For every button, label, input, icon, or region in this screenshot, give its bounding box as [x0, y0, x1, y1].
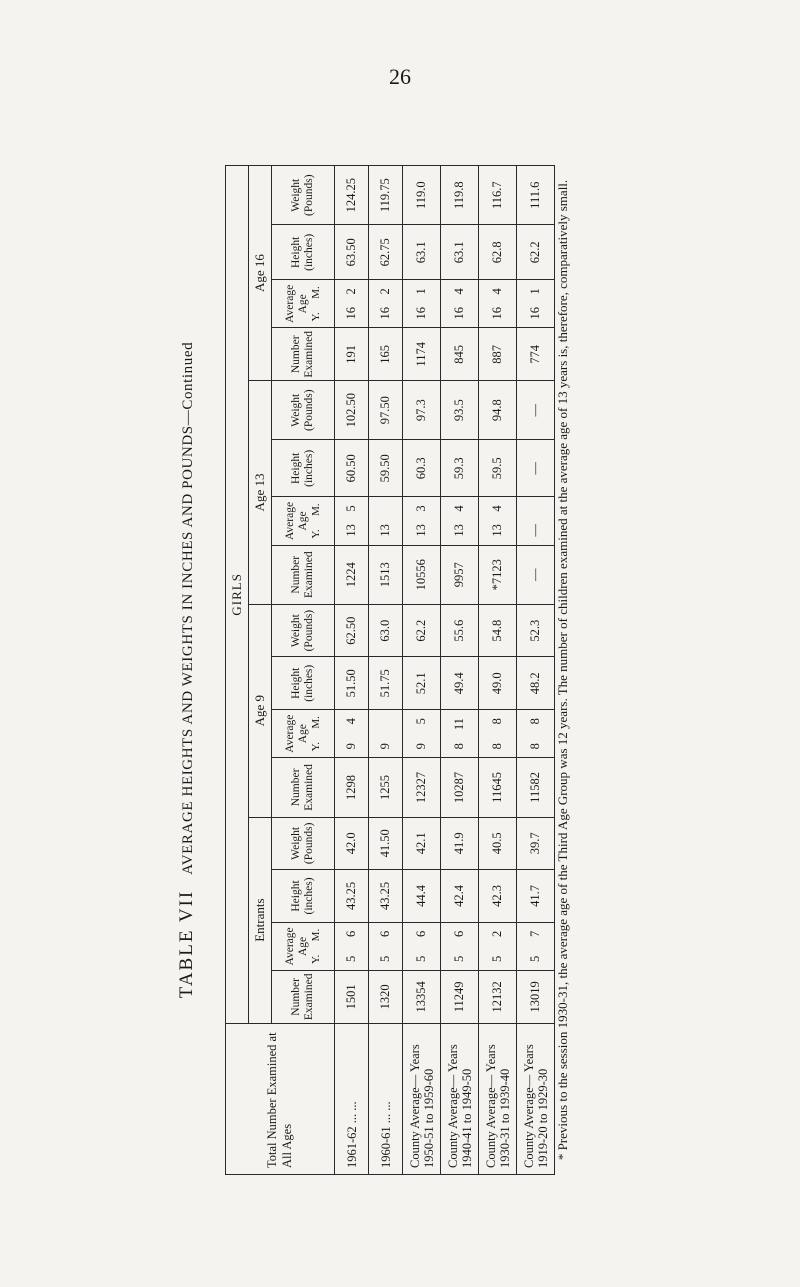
cell-weight: 62.2: [403, 604, 441, 657]
subhead-average-age-age13: [272, 497, 335, 545]
heights-weights-table: [225, 165, 555, 1175]
subhead-ym: [310, 499, 323, 542]
age-years-months: [414, 499, 429, 542]
cell-weight: 119.8: [441, 166, 479, 225]
cell-average-age: [517, 710, 555, 758]
cell-number-examined: 845: [441, 328, 479, 381]
age-years: 13: [452, 524, 466, 537]
cell-number-examined: 191: [335, 328, 369, 381]
subhead-height-age16: Height (inches): [272, 225, 335, 280]
age-months: 2: [490, 930, 504, 938]
row-label: County Average— Years 1919-20 to 1929-30: [517, 1023, 555, 1174]
age-months: 5: [344, 505, 358, 512]
rotated-table-block: [163, 165, 593, 1175]
cell-average-age: [441, 280, 479, 328]
subhead-months: M.: [309, 503, 322, 516]
subhead-number-age13: Number Examined: [272, 545, 335, 604]
age-months: 5: [414, 718, 428, 725]
age-months: 2: [344, 288, 358, 295]
subhead-average-age-label: Average Age: [283, 501, 309, 541]
cell-average-age: [369, 922, 403, 970]
age-years-months: [528, 925, 543, 968]
age-months: 6: [452, 930, 466, 938]
cell-weight: 119.0: [403, 166, 441, 225]
age-years-months: [378, 712, 393, 755]
age-years-months: [528, 712, 543, 755]
cell-average-age: [335, 280, 369, 328]
cell-height: 62.8: [479, 225, 517, 280]
gender-header: GIRLS: [226, 166, 249, 1024]
cell-average-age: [517, 497, 555, 545]
subhead-average-age-label: Average Age: [283, 714, 309, 753]
age-years-months: [528, 499, 543, 542]
cell-number-examined: 9957: [441, 545, 479, 604]
age-years: 13: [490, 524, 504, 537]
sub-header-row: [272, 166, 335, 1175]
cell-height: 41.7: [517, 870, 555, 923]
cell-weight: 97.50: [369, 381, 403, 440]
cell-height: 62.2: [517, 225, 555, 280]
cell-height: 48.2: [517, 657, 555, 710]
subhead-height-age9: Height (inches): [272, 657, 335, 710]
cell-number-examined: 10287: [441, 758, 479, 817]
cell-weight: 63.0: [369, 604, 403, 657]
age-months: 4: [490, 288, 504, 295]
table-row: [479, 166, 517, 1175]
group-header-entrants: Entrants: [249, 817, 272, 1023]
cell-weight: 102.50: [335, 381, 369, 440]
cell-weight: 62.50: [335, 604, 369, 657]
age-years: 5: [344, 955, 358, 963]
age-years-months: [378, 925, 393, 968]
cell-number-examined: 11645: [479, 758, 517, 817]
cell-average-age: [479, 710, 517, 758]
cell-average-age: [479, 922, 517, 970]
cell-number-examined: 887: [479, 328, 517, 381]
subhead-years: Y.: [309, 529, 322, 539]
cell-average-age: [441, 497, 479, 545]
age-years: 16: [378, 307, 392, 320]
subhead-number-age9: Number Examined: [272, 758, 335, 817]
cell-height: 59.5: [479, 440, 517, 497]
subhead-average-age-entrants: [272, 922, 335, 970]
cell-average-age: [403, 280, 441, 328]
cell-average-age: [335, 710, 369, 758]
age-years: 5: [414, 955, 428, 963]
age-years: 8: [490, 743, 504, 750]
age-years-months: [344, 499, 359, 542]
age-months: 11: [452, 718, 466, 731]
cell-number-examined: 1224: [335, 545, 369, 604]
cell-weight: 42.1: [403, 817, 441, 870]
cell-average-age: [441, 922, 479, 970]
age-months: 8: [528, 718, 542, 725]
cell-height: 63.1: [441, 225, 479, 280]
cell-number-examined: 1255: [369, 758, 403, 817]
row-header: Total Number Examined at All Ages: [226, 1023, 335, 1174]
age-years: 16: [452, 307, 466, 320]
cell-weight: 116.7: [479, 166, 517, 225]
age-years-months: [414, 282, 429, 325]
age-months: 8: [490, 718, 504, 725]
age-years-months: [378, 282, 393, 325]
subhead-months: M.: [309, 716, 322, 729]
cell-height: 42.4: [441, 870, 479, 923]
age-years-months: [452, 499, 467, 542]
cell-number-examined: 12327: [403, 758, 441, 817]
subhead-years: Y.: [309, 312, 322, 322]
cell-height: 49.4: [441, 657, 479, 710]
age-years-months: [452, 712, 467, 755]
age-years: 16: [528, 307, 542, 320]
subhead-weight-age13: Weight (Pounds): [272, 381, 335, 440]
age-years: 5: [452, 955, 466, 963]
cell-number-examined: 1298: [335, 758, 369, 817]
table-title: [163, 165, 209, 1175]
table-row: [517, 166, 555, 1175]
cell-number-examined: 1174: [403, 328, 441, 381]
age-years: 8: [452, 743, 466, 750]
cell-height: 59.50: [369, 440, 403, 497]
age-years: 5: [528, 955, 542, 963]
cell-weight: 39.7: [517, 817, 555, 870]
cell-height: 60.3: [403, 440, 441, 497]
subhead-number-entrants: Number Examined: [272, 971, 335, 1024]
cell-height: —: [517, 440, 555, 497]
row-label: 1960-61 ... ...: [369, 1023, 403, 1174]
age-years-months: [490, 712, 505, 755]
subhead-months: M.: [309, 286, 322, 299]
cell-weight: 94.8: [479, 381, 517, 440]
age-years: 16: [414, 307, 428, 320]
cell-average-age: [479, 280, 517, 328]
cell-weight: 41.50: [369, 817, 403, 870]
age-years: 8: [528, 743, 542, 750]
cell-number-examined: 10556: [403, 545, 441, 604]
subhead-average-age-age9: [272, 710, 335, 758]
subhead-ym: [310, 282, 323, 325]
cell-height: 59.3: [441, 440, 479, 497]
age-months: 2: [378, 288, 392, 295]
cell-weight: 41.9: [441, 817, 479, 870]
cell-height: 49.0: [479, 657, 517, 710]
cell-number-examined: 1320: [369, 971, 403, 1024]
cell-average-age: [441, 710, 479, 758]
cell-average-age: [369, 280, 403, 328]
table-subtitle: AVERAGE HEIGHTS AND WEIGHTS IN INCHES AND POUNDS—Continued: [180, 341, 196, 875]
cell-number-examined: 13019: [517, 971, 555, 1024]
age-years: 9: [378, 743, 392, 750]
age-years: 5: [490, 955, 504, 963]
cell-average-age: [403, 922, 441, 970]
subhead-ym: [310, 712, 323, 755]
age-years: 9: [344, 743, 358, 750]
row-label: County Average— Years 1940-41 to 1949-50: [441, 1023, 479, 1174]
subhead-average-age-age16: [272, 280, 335, 328]
age-months: 1: [528, 288, 542, 295]
age-years: 13: [344, 524, 358, 537]
age-years-months: [490, 925, 505, 968]
age-months: 6: [414, 930, 428, 938]
cell-average-age: [335, 922, 369, 970]
age-years-months: [414, 712, 429, 755]
age-months: 7: [528, 930, 542, 938]
group-header-age-9: Age 9: [249, 604, 272, 817]
cell-weight: 52.3: [517, 604, 555, 657]
cell-height: 43.25: [369, 870, 403, 923]
cell-height: 51.75: [369, 657, 403, 710]
cell-weight: 124.25: [335, 166, 369, 225]
cell-average-age: [369, 497, 403, 545]
subhead-average-age-label: Average Age: [283, 927, 309, 966]
cell-height: 63.1: [403, 225, 441, 280]
age-years-months: [378, 499, 393, 542]
cell-average-age: [369, 710, 403, 758]
age-years-months: [528, 282, 543, 325]
subhead-weight-age9: Weight (Pounds): [272, 604, 335, 657]
age-years-months: [414, 925, 429, 968]
cell-number-examined: 11582: [517, 758, 555, 817]
group-header-age-16: Age 16: [249, 166, 272, 381]
cell-weight: 40.5: [479, 817, 517, 870]
cell-height: 60.50: [335, 440, 369, 497]
age-years-months: [490, 499, 505, 542]
cell-height: 44.4: [403, 870, 441, 923]
group-header-age-13: Age 13: [249, 381, 272, 605]
cell-average-age: [517, 280, 555, 328]
table-row: [441, 166, 479, 1175]
age-years: 16: [490, 307, 504, 320]
age-years: 9: [414, 743, 428, 750]
age-months: 3: [414, 505, 428, 512]
row-label: County Average— Years 1950-51 to 1959-60: [403, 1023, 441, 1174]
cell-number-examined: —: [517, 545, 555, 604]
cell-weight: —: [517, 381, 555, 440]
cell-height: 43.25: [335, 870, 369, 923]
age-months: 1: [414, 288, 428, 295]
cell-average-age: [403, 497, 441, 545]
table-row: [335, 166, 369, 1175]
age-years-months: [344, 282, 359, 325]
page-number: 26: [389, 64, 411, 89]
age-months: 6: [344, 930, 358, 938]
cell-weight: 93.5: [441, 381, 479, 440]
cell-height: 63.50: [335, 225, 369, 280]
subhead-weight-age16: Weight (Pounds): [272, 166, 335, 225]
age-years-months: [452, 282, 467, 325]
age-years: 13: [414, 524, 428, 537]
table-row: [403, 166, 441, 1175]
cell-number-examined: 1513: [369, 545, 403, 604]
cell-number-examined: 12132: [479, 971, 517, 1024]
age-years-months: [344, 925, 359, 968]
age-years-months: [490, 282, 505, 325]
subhead-months: M.: [309, 928, 322, 942]
table-row: [369, 166, 403, 1175]
subhead-years: Y.: [309, 742, 322, 752]
cell-height: 52.1: [403, 657, 441, 710]
age-months: 6: [378, 930, 392, 938]
cell-weight: 42.0: [335, 817, 369, 870]
cell-weight: 111.6: [517, 166, 555, 225]
cell-number-examined: 165: [369, 328, 403, 381]
age-years-months: [344, 712, 359, 755]
age-months: 4: [490, 505, 504, 512]
subhead-number-age16: Number Examined: [272, 328, 335, 381]
cell-average-age: [335, 497, 369, 545]
subhead-ym: [310, 925, 323, 968]
subhead-weight-entrants: Weight (Pounds): [272, 817, 335, 870]
subhead-years: Y.: [309, 954, 322, 965]
age-years-months: [452, 925, 467, 968]
cell-number-examined: 774: [517, 328, 555, 381]
cell-height: 62.75: [369, 225, 403, 280]
row-label: County Average— Years 1930-31 to 1939-40: [479, 1023, 517, 1174]
row-label: 1961-62 ... ...: [335, 1023, 369, 1174]
cell-number-examined: 11249: [441, 971, 479, 1024]
age-months: 4: [452, 505, 466, 512]
age-years: 16: [344, 307, 358, 320]
age-years: —: [528, 524, 542, 537]
footnote: * Previous to the session 1930-31, the average age of the Third Age Group was 12 years. The number of children examined at the average age of 13 years is, therefore, comparatively small.: [555, 179, 570, 1161]
cell-weight: 55.6: [441, 604, 479, 657]
cell-height: 51.50: [335, 657, 369, 710]
cell-average-age: [517, 922, 555, 970]
cell-height: 42.3: [479, 870, 517, 923]
cell-number-examined: 1501: [335, 971, 369, 1024]
cell-weight: 97.3: [403, 381, 441, 440]
cell-average-age: [403, 710, 441, 758]
age-years: 5: [378, 955, 392, 963]
subhead-height-entrants: Height (inches): [272, 870, 335, 923]
cell-average-age: [479, 497, 517, 545]
cell-weight: 54.8: [479, 604, 517, 657]
cell-weight: 119.75: [369, 166, 403, 225]
age-months: 4: [452, 288, 466, 295]
table-body: [335, 166, 555, 1175]
age-years: 13: [378, 524, 392, 537]
age-months: 4: [344, 718, 358, 725]
subhead-height-age13: Height (inches): [272, 440, 335, 497]
subhead-average-age-label: Average Age: [283, 284, 309, 323]
cell-number-examined: 13354: [403, 971, 441, 1024]
cell-number-examined: *7123: [479, 545, 517, 604]
table-title-main: TABLE VII: [176, 889, 197, 999]
